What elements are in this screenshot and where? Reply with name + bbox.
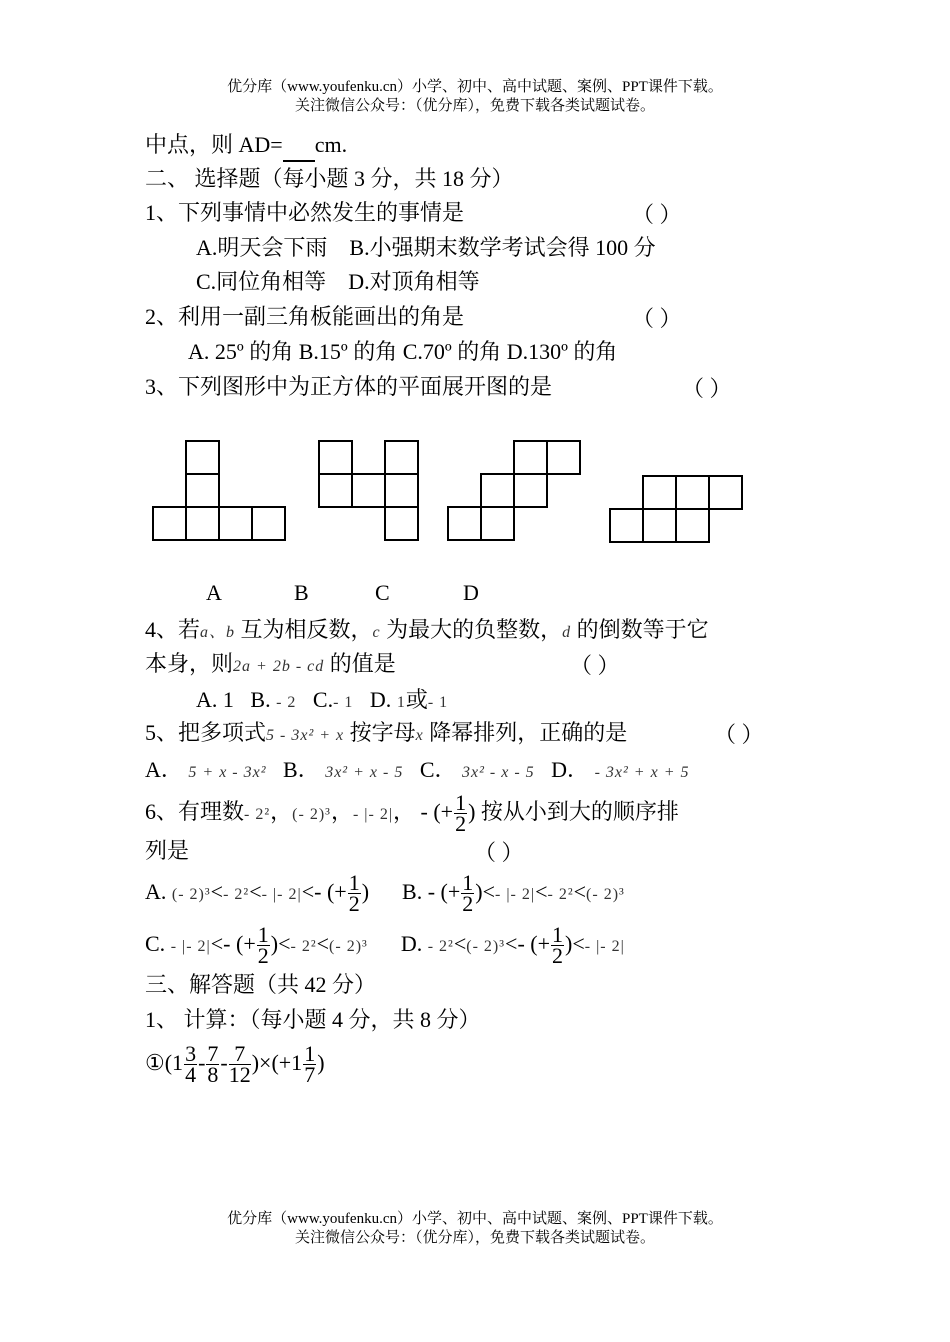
q4-var-d: d xyxy=(562,624,572,641)
q6-text-2: 按从小到大的顺序排 xyxy=(475,799,679,824)
q5-text-2: 按字母 xyxy=(344,720,416,745)
q4-text-3: 为最大的负整数， xyxy=(380,617,563,642)
q3-answer-paren: （ ） xyxy=(682,376,732,401)
q2-stem: 2、利用一副三角板能画出的角是 xyxy=(145,304,465,329)
q6-option-d-label: D. xyxy=(400,931,423,956)
q4-option-a: A. 1 xyxy=(196,687,234,712)
q6-sep-2: ， xyxy=(330,799,353,824)
calc-fraction-7-12: $\frac{7}{12}$ xyxy=(228,1041,251,1088)
q4-answer-paren: （ ） xyxy=(570,653,620,678)
q4-option-c-value: - 1 xyxy=(333,694,354,711)
q4-stem-line-2 xyxy=(145,649,396,682)
section-3-title: 三、解答题（共 42 分） xyxy=(145,972,377,997)
q6-options-row-2: C. - |- 2|<- (+ $\frac{1}{2}$ )<- 2²<(- 2)³ D. - 2²<(- 2)³<- (+ $\frac{1}{2}$ )<- |- 2| xyxy=(145,922,625,969)
section-2-title: 二、 选择题（每小题 3 分，共 18 分） xyxy=(145,166,514,191)
q6-number-4-prefix: - (+ xyxy=(420,799,454,824)
q5-option-b: 3x² + x - 5 xyxy=(325,764,404,781)
q4-option-c-label: C. xyxy=(312,687,334,712)
calc-fraction-7-8: $\frac{7}{8}$ xyxy=(207,1041,219,1088)
calc-circle-number: ① xyxy=(145,1050,165,1075)
q1-option-d: D.对顶角相等 xyxy=(348,269,480,294)
intro-prefix: 中点，则 AD= xyxy=(145,132,283,157)
answer-blank xyxy=(283,130,315,162)
q6-number-4-suffix: ) xyxy=(468,799,476,824)
q2-options: A. 25º 的角 B.15º 的角 C.70º 的角 D.130º 的角 xyxy=(188,339,618,364)
q6-text-1: 6、有理数 xyxy=(145,799,245,824)
net-label-b: B xyxy=(294,580,309,605)
q6-number-1: - 2² xyxy=(244,806,271,823)
q6-option-c-label: C. xyxy=(145,931,166,956)
q6-c-fraction: $\frac{1}{2}$ xyxy=(257,922,269,969)
q6-b-fraction: $\frac{1}{2}$ xyxy=(462,870,474,917)
calc-fraction-1-7: $\frac{1}{7}$ xyxy=(304,1041,316,1088)
q4-stem-line-1 xyxy=(145,615,709,648)
q6-answer-paren: （ ） xyxy=(474,840,524,865)
q5-polynomial: 5 - 3x² + x xyxy=(266,727,345,744)
q6-d-fraction: $\frac{1}{2}$ xyxy=(552,922,564,969)
header-line-1: 优分库（www.youfenku.cn）小学、初中、高中试题、案例、PPT课件下载。 xyxy=(227,79,723,95)
q5-option-c-label: C． xyxy=(419,757,457,782)
q5-options xyxy=(145,755,689,788)
intro-line xyxy=(145,130,347,162)
q1-options-row-2 xyxy=(196,267,480,297)
q1-answer-paren: （ ） xyxy=(632,202,682,227)
cube-net-b xyxy=(319,441,418,540)
q6-fraction-half: $\frac{1}{2}$ xyxy=(455,790,467,837)
header-line-2: 关注微信公众号：（优分库），免费下载各类试题试卷。 xyxy=(294,98,655,114)
cube-net-d xyxy=(610,476,742,542)
q6-options-row-1: A. (- 2)³<- 2²<- |- 2|<- (+ $\frac{1}{2}$ ) B. - (+ $\frac{1}{2}$ )<- |- 2|<- 2²<(- 2)³ xyxy=(145,870,625,917)
q4-expression: 2a + 2b - cd xyxy=(233,658,325,675)
q6-number-2: (- 2)³ xyxy=(292,806,331,823)
q5-option-d: - 3x² + x + 5 xyxy=(594,764,690,781)
q5-stem xyxy=(145,718,627,751)
q5-text-3: 降幂排列，正确的是 xyxy=(423,720,628,745)
q6-number-3: - |- 2| xyxy=(352,806,394,823)
q1-options-row-1 xyxy=(196,233,656,263)
q5-answer-paren: （ ） xyxy=(714,722,764,747)
q3-stem: 3、下列图形中为正方体的平面展开图的是 xyxy=(145,374,553,399)
q4-options xyxy=(196,685,448,718)
q1-option-b: B.小强期末数学考试会得 100 分 xyxy=(349,235,656,260)
q4-text-2: 互为相反数， xyxy=(235,617,373,642)
q4-text-6: 的值是 xyxy=(324,651,396,676)
q5-option-a-label: A． xyxy=(145,757,183,782)
q6-sep-1: ， xyxy=(270,799,293,824)
q4-var-c: c xyxy=(372,624,381,641)
q4-text-5: 本身，则 xyxy=(145,651,234,676)
q5-option-a: 5 + x - 3x² xyxy=(188,764,267,781)
q4-text-4: 的倒数等于它 xyxy=(571,617,709,642)
q6-option-a-label: A. xyxy=(145,879,167,904)
intro-suffix: cm. xyxy=(314,132,348,157)
calc-fraction-3-4: $\frac{3}{4}$ xyxy=(185,1041,197,1088)
q4-option-b-label: B. xyxy=(250,687,271,712)
q2-answer-paren: （ ） xyxy=(632,306,682,331)
q4-option-b-value: - 2 xyxy=(276,694,297,711)
q6-a-fraction: $\frac{1}{2}$ xyxy=(348,870,360,917)
q4-text-1: 4、若 xyxy=(145,617,201,642)
calc-problem-1: ①(1 $\frac{3}{4}$ - $\frac{7}{8}$ - $\frac{7}{12}$ )×(+1 $\frac{1}{7}$ ) xyxy=(145,1041,325,1088)
q5-option-c: 3x² - x - 5 xyxy=(462,764,535,781)
q4-option-d-value-1: 1 xyxy=(396,694,406,711)
q5-text-1: 5、把多项式 xyxy=(145,720,267,745)
footer-line-1: 优分库（www.youfenku.cn）小学、初中、高中试题、案例、PPT课件下载。 xyxy=(227,1211,723,1227)
net-label-c: C xyxy=(375,580,390,605)
cube-net-c xyxy=(448,441,580,540)
q5-option-b-label: B． xyxy=(283,757,320,782)
q6-stem-line-2: 列是 xyxy=(145,838,190,863)
net-label-d: D xyxy=(463,580,479,605)
q5-option-d-label: D． xyxy=(551,757,590,782)
q1-option-c: C.同位角相等 xyxy=(196,269,327,294)
cube-nets-figure xyxy=(145,430,765,550)
q6-sep-3: ， xyxy=(393,799,416,824)
q4-var-ab: a、b xyxy=(200,624,236,641)
footer-line-2: 关注微信公众号：（优分库），免费下载各类试题试卷。 xyxy=(294,1230,655,1246)
q4-option-d-or: 或 xyxy=(405,687,428,712)
q5-var-x: x xyxy=(415,727,424,744)
q4-option-d-value-2: - 1 xyxy=(427,694,449,711)
calc-title: 1、 计算：（每小题 4 分，共 8 分） xyxy=(145,1007,481,1032)
q1-option-a: A.明天会下雨 xyxy=(196,235,328,260)
q6-option-b-label: B. xyxy=(402,879,423,904)
q6-stem-line-1 xyxy=(145,790,679,837)
q4-option-d-label: D. xyxy=(369,687,392,712)
net-label-a: A xyxy=(206,580,222,605)
q1-stem: 1、下列事情中必然发生的事情是 xyxy=(145,200,465,225)
cube-net-a xyxy=(153,441,285,540)
